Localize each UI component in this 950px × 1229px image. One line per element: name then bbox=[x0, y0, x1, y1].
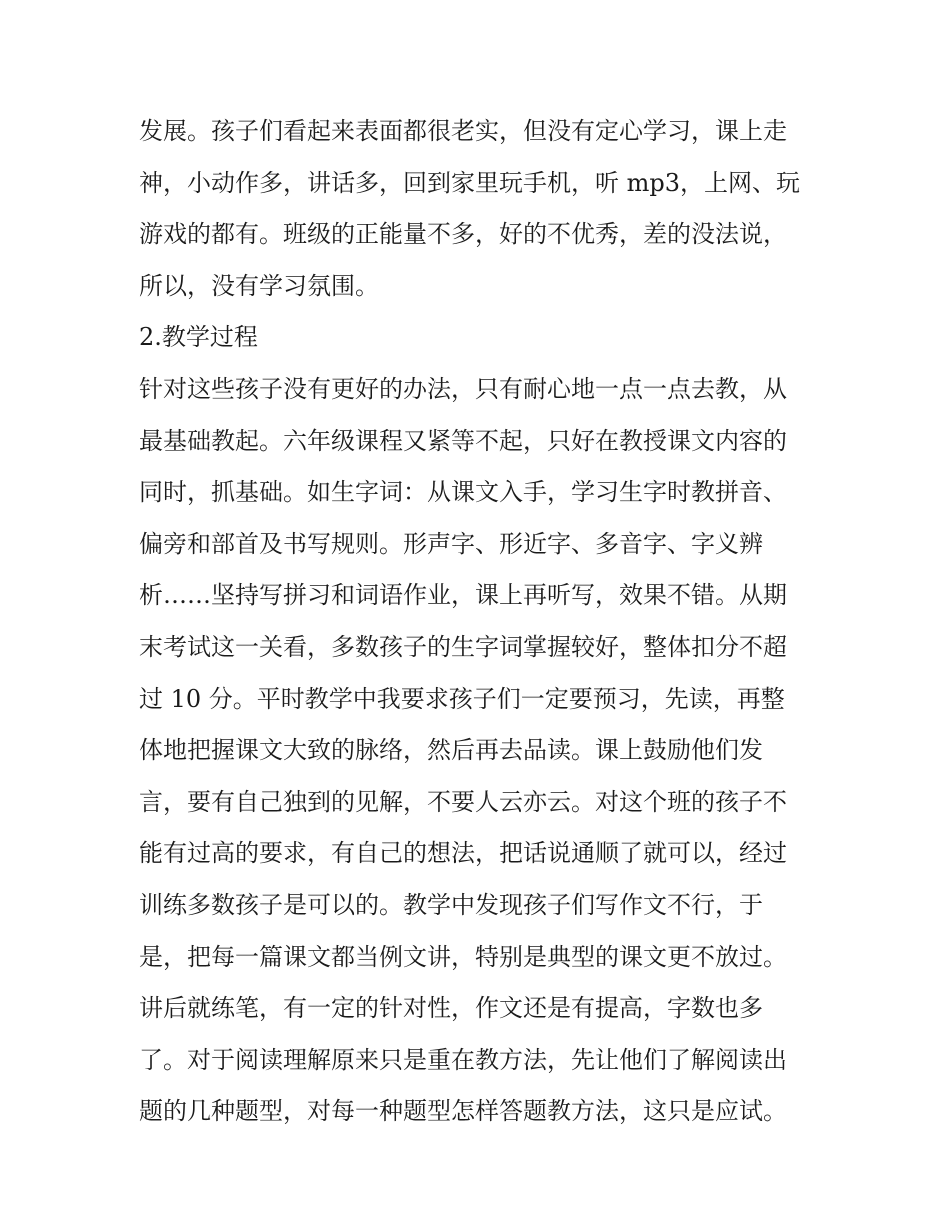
text-line: 能有过高的要求，有自己的想法，把话说通顺了就可以，经过 bbox=[139, 839, 787, 868]
text-line: 游戏的都有。班级的正能量不多，好的不优秀，差的没法说， bbox=[139, 220, 787, 249]
text-line: 神，小动作多，讲话多，回到家里玩手机，听 mp3，上网、玩 bbox=[139, 168, 801, 197]
text-line: 发展。孩子们看起来表面都很老实，但没有定心学习，课上走 bbox=[139, 117, 787, 145]
section-heading: 2.教学过程 bbox=[139, 323, 258, 352]
text-line: 针对这些孩子没有更好的办法，只有耐心地一点一点去教，从 bbox=[139, 374, 787, 403]
text-line: 言，要有自己独到的见解，不要人云亦云。对这个班的孩子不 bbox=[139, 787, 787, 816]
text-line: 析……坚持写拼习和词语作业，课上再听写，效果不错。从期 bbox=[139, 581, 787, 610]
text-line: 末考试这一关看，多数孩子的生字词掌握较好，整体扣分不超 bbox=[139, 632, 787, 661]
body-text bbox=[139, 106, 819, 1138]
text-line: 题的几种题型，对每一种题型怎样答题教方法，这只是应试。 bbox=[139, 1097, 787, 1126]
text-line: 讲后就练笔，有一定的针对性，作文还是有提高，字数也多 bbox=[139, 994, 763, 1023]
text-line: 了。对于阅读理解原来只是重在教方法，先让他们了解阅读出 bbox=[139, 1045, 787, 1074]
text-line: 过 10 分。平时教学中我要求孩子们一定要预习，先读，再整 bbox=[139, 684, 785, 713]
text-line: 同时，抓基础。如生字词：从课文入手，学习生字时教拼音、 bbox=[139, 478, 787, 507]
text-line: 偏旁和部首及书写规则。形声字、形近字、多音字、字义辨 bbox=[139, 529, 763, 558]
text-line: 最基础教起。六年级课程又紧等不起，只好在教授课文内容的 bbox=[139, 426, 787, 455]
text-line: 所以，没有学习氛围。 bbox=[139, 271, 379, 300]
text-line: 体地把握课文大致的脉络，然后再去品读。课上鼓励他们发 bbox=[139, 736, 763, 765]
text-line: 训练多数孩子是可以的。教学中发现孩子们写作文不行，于 bbox=[139, 890, 763, 919]
text-line: 是，把每一篇课文都当例文讲，特别是典型的课文更不放过。 bbox=[139, 942, 787, 971]
